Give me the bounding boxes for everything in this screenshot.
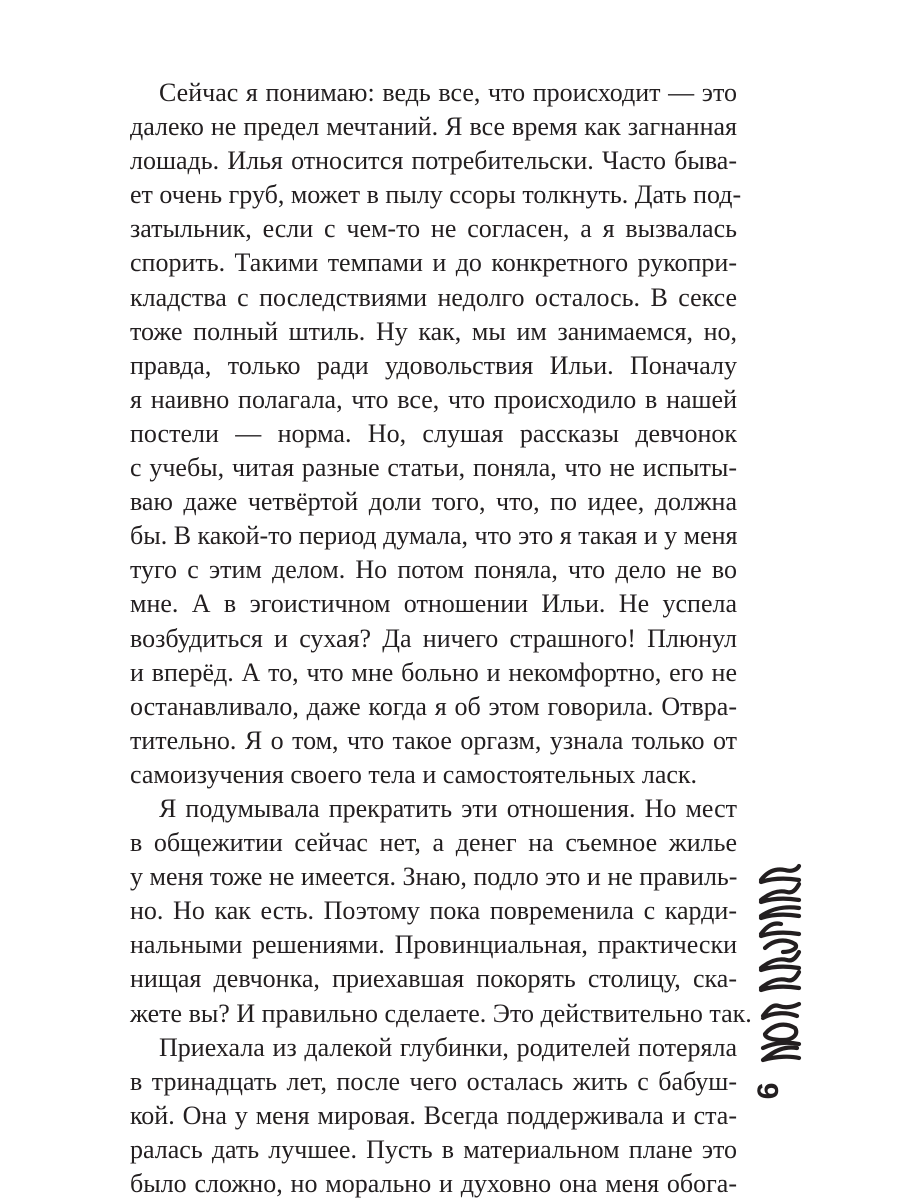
text-line: возбудиться и сухая? Да ничего страшного! Плюнул [130, 623, 737, 653]
text-line: нищая девчонка, приехавшая покорять столицу, ска- [130, 964, 737, 994]
text-line: и вперёд. А то, что мне больно и некомфортно, его не [130, 657, 737, 687]
text-line: но. Но как есть. Поэтому пока повременила с карди- [130, 896, 737, 926]
running-title [751, 862, 805, 1066]
text-line: нальными решениями. Провинциальная, практически [130, 930, 737, 960]
text-line: жете вы? И правильно сделаете. Это действительно так. [130, 998, 752, 1028]
text-line: спорить. Такими темпами и до конкретного рукопри- [130, 248, 737, 278]
text-line: Я подумывала прекратить эти отношения. Но мест [159, 793, 737, 823]
text-line: ваю даже четвёртой доли того, что, по идее, должна [130, 487, 737, 517]
text-line: кой. Она у меня мировая. Всегда поддерживала и ста- [130, 1100, 737, 1130]
text-line: кладства с последствиями недолго осталось. В сексе [130, 282, 737, 312]
text-line: останавливало, даже когда я об этом говорила. Отвра- [130, 691, 737, 721]
text-line: в общежитии сейчас нет, а денег на съемное жилье [130, 828, 737, 858]
text-line: тоже полный штиль. Ну как, мы им занимаемся, но, [130, 316, 737, 346]
text-line: постели — норма. Но, слушая рассказы девчонок [130, 418, 737, 448]
text-line: было сложно, но морально и духовно она меня обога- [130, 1169, 737, 1198]
text-column [130, 76, 752, 1201]
paragraph-3 [130, 1031, 737, 1201]
text-line: мне. А в эгоистичном отношении Ильи. Не успела [130, 589, 737, 619]
paragraph-1 [130, 76, 742, 792]
text-line: в тринадцать лет, после чего осталась жить с бабуш- [130, 1066, 737, 1096]
text-line: бы. В какой-то период думала, что это я такая и у меня [130, 521, 738, 551]
running-title-handwritten [751, 862, 805, 1066]
text-line: лошадь. Илья относится потребительски. Часто быва- [130, 146, 737, 176]
text-line: затыльник, если с чем-то не согласен, а я вызвалась [130, 214, 737, 244]
text-line: ралась дать лучшее. Пусть в материальном плане это [130, 1134, 737, 1164]
text-line: с учебы, читая разные статьи, поняла, что не испыты- [130, 453, 737, 483]
text-line: у меня тоже не имеется. Знаю, подло это и не правиль- [130, 862, 738, 892]
text-line: тительно. Я о том, что такое оргазм, узнала только от [130, 725, 737, 755]
text-line: я наивно полагала, что все, что происходило в нашей [130, 384, 737, 414]
text-line: туго с этим делом. Но потом поняла, что дело не во [130, 555, 737, 585]
text-line: самоизучения своего тела и самостоятельных ласк. [130, 759, 698, 789]
page-number: 9 [750, 1082, 784, 1100]
paragraph-2 [130, 792, 752, 1031]
text-line: правда, только ради удовольствия Ильи. Поначалу [130, 350, 737, 380]
text-line: ет очень груб, может в пылу ссоры толкнуть. Дать под- [130, 180, 742, 210]
text-line: далеко не предел мечтаний. Я все время как загнанная [130, 112, 737, 142]
text-line: Приехала из далекой глубинки, родителей потеряла [159, 1032, 737, 1062]
text-line: Сейчас я понимаю: ведь все, что происходит — это [159, 78, 737, 107]
